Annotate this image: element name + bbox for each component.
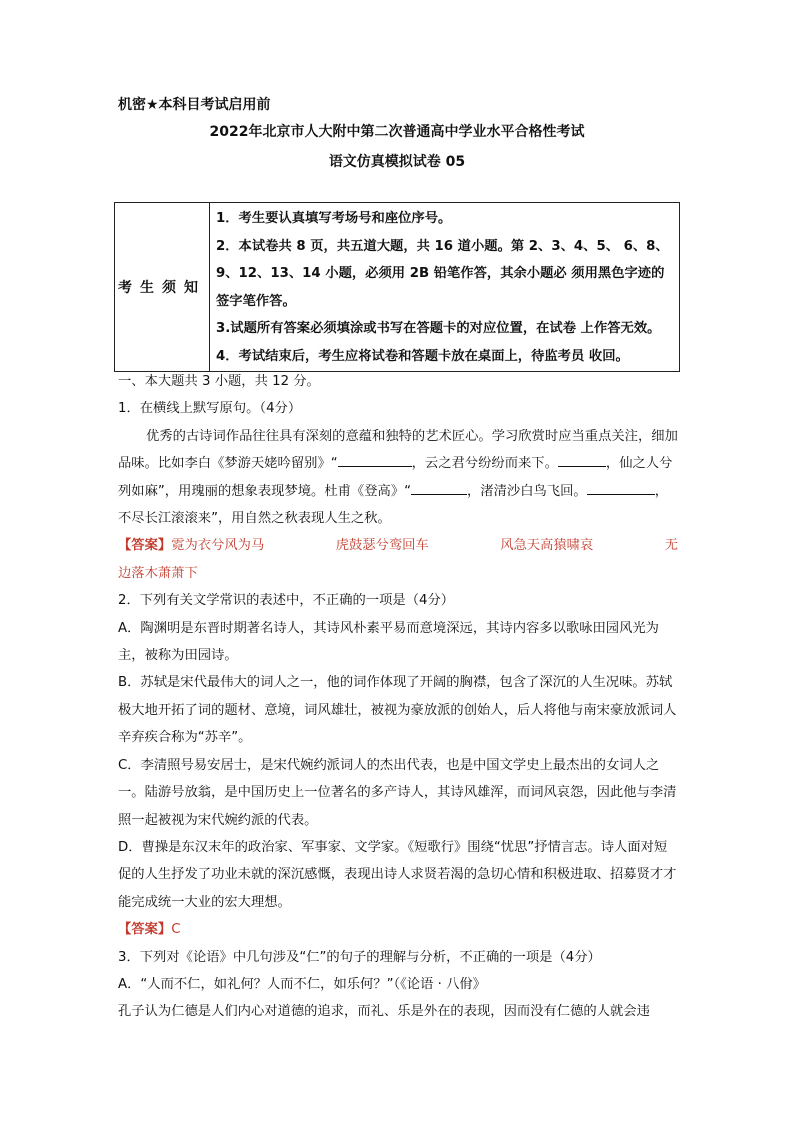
q2-stem: 2．下列有关文学常识的表述中，不正确的一项是（4分）: [118, 593, 455, 609]
answer-blank[interactable]: [338, 452, 412, 467]
answer-blank[interactable]: [411, 480, 467, 495]
notice-label: 考生须知: [115, 203, 210, 372]
notice-body: [210, 203, 680, 372]
q1-stem: 1．在横线上默写原句。（4分）: [118, 401, 302, 417]
question-content: [118, 368, 678, 1026]
candidate-notice-table: [114, 202, 680, 372]
q2-option-a: A．陶渊明是东晋时期著名诗人，其诗风朴素平易而意境深远，其诗内容多以歌咏田园风光为主，被称为田园诗。: [118, 620, 659, 664]
exam-title: 2022年北京市人大附中第二次普通高中学业水平合格性考试: [209, 124, 585, 140]
confidential-mark: 机密★本科目考试启用前: [118, 97, 271, 113]
q1-answer: 无: [664, 538, 678, 554]
answer-tag: 【答案】: [118, 922, 172, 938]
q3-option-a: A．“人而不仁，如礼何？人而不仁，如乐何？”（《论语 · 八佾》: [118, 976, 486, 992]
q3-stem: 3．下列对《论语》中几句涉及“仁”的句子的理解与分析，不正确的一项是（4分）: [118, 949, 601, 965]
q1-answer-tail: 边落木萧萧下: [118, 565, 198, 581]
notice-item: 2．本试卷共 8 页，共五道大题，共 16 道小题。第 2、3、4、5、 6、8、9、12、13、14 小题，必须用 2B 铅笔作答，其余小题必 须用黑色字迹的签字笔作答。: [216, 238, 669, 309]
notice-item: 3.试题所有答案必须填涂或书写在答题卡的对应位置，在试卷 上作答无效。: [216, 321, 661, 337]
paper-title: 语文仿真模拟试卷 05: [328, 154, 466, 170]
notice-item: 4．考试结束后，考生应将试卷和答题卡放在桌面上，待监考员 收回。: [216, 348, 629, 364]
q1-passage: 优秀的古诗词作品往往具有深刻的意蕴和独特的艺术匠心。学习欣赏时应当重点关注，细加品味。比如李白《梦游天姥吟留别》“ ，云之君兮纷纷而来下。 ，仙之人兮列如麻”，用瑰丽的想象表现梦境。杜甫《登高》“ ，渚清沙白鸟飞回。 ，不尽长江滚滚来”，用自然之秋表现人生之秋。: [118, 428, 678, 527]
q2-answer: C: [171, 922, 181, 938]
q1-answer-row: [118, 532, 678, 559]
answer-blank[interactable]: [587, 480, 655, 495]
section-heading: 一、本大题共 3 小题，共 12 分。: [118, 374, 320, 389]
answer-tag: 【答案】: [118, 538, 172, 554]
q3-analysis: 孔子认为仁德是人们内心对道德的追求，而礼、乐是外在的表现，因而没有仁德的人就会违: [118, 1004, 650, 1020]
q1-answer: 虎鼓瑟兮鸾回车: [335, 538, 429, 554]
q2-option-d: D．曹操是东汉末年的政治家、军事家、文学家。《短歌行》围绕“忧思”抒情言志。诗人面对短促的人生抒发了功业未就的深沉感慨，表现出诗人求贤若渴的急切心情和积极进取、招募贤才才能完成统一大业的宏大理想。: [118, 839, 677, 910]
q2-option-b: B．苏轼是宋代最伟大的词人之一，他的词作体现了开阔的胸襟，包含了深沉的人生况味。苏轼极大地开拓了词的题材、意境，词风雄壮，被视为豪放派的创始人，后人将他与南宋豪放派词人辛弃疾合称为“苏辛”。: [118, 675, 677, 746]
q2-option-c: C．李清照号易安居士，是宋代婉约派词人的杰出代表，也是中国文学史上最杰出的女词人之一。陆游号放翁，是中国历史上一位著名的多产诗人，其诗风雄浑，而词风哀怨，因此他与李清照一起被视为宋代婉约派的代表。: [118, 757, 677, 828]
q2-answer-row: [118, 916, 678, 943]
q1-answer: 霓为衣兮风为马: [171, 538, 265, 554]
notice-item: 1．考生要认真填写考场号和座位序号。: [216, 211, 452, 226]
q1-answer: 风急天高猿啸哀: [500, 538, 594, 554]
answer-blank[interactable]: [558, 452, 606, 467]
